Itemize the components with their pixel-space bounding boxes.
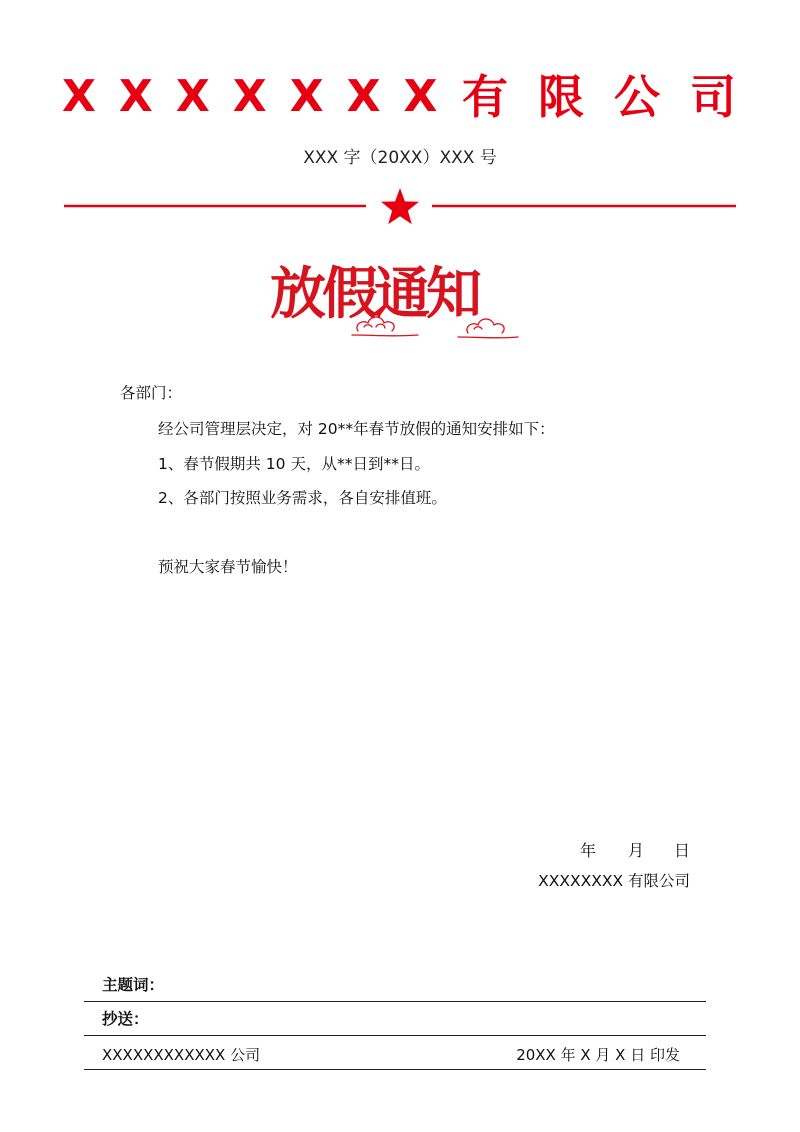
holiday-notice-title-art [270, 255, 530, 345]
notice-paragraph-greeting: 预祝大家春节愉快！ [158, 558, 298, 576]
footer-keywords-row [84, 968, 706, 1002]
date-year-label: 年 [580, 841, 597, 860]
footer-issuer-row [84, 1036, 706, 1070]
company-title [0, 62, 800, 132]
company-suffix: 有限公司 [462, 70, 766, 124]
title-art-text: 放假通知 [270, 261, 478, 327]
red-divider [64, 188, 736, 228]
notice-paragraph-item-1: 1、春节假期共 10 天，从**日到**日。 [158, 455, 430, 473]
document-number: XXX 字（20XX）XXX 号 [303, 148, 497, 168]
notice-paragraph-item-2: 2、各部门按照业务需求，各自安排值班。 [158, 489, 447, 507]
date-day-label: 日 [674, 841, 691, 860]
keywords-label: 主题词： [102, 976, 165, 994]
footer-cc-row [84, 1002, 706, 1036]
cc-label: 抄送： [102, 1010, 149, 1028]
issuer-company: XXXXXXXXXXXX 公司 [102, 1046, 261, 1064]
cloud-icon [348, 297, 523, 343]
salutation: 各部门： [120, 384, 183, 402]
star-icon [381, 188, 419, 224]
company-name-placeholder: XXXXXXX [62, 71, 461, 122]
print-date: 20XX 年 X 月 X 日 印发 [516, 1046, 680, 1064]
date-month-label: 月 [628, 841, 645, 860]
notice-paragraph-intro: 经公司管理层决定，对 20**年春节放假的通知安排如下： [158, 420, 555, 438]
signature-company: XXXXXXXX 有限公司 [538, 872, 690, 890]
document-footer [84, 968, 706, 1072]
